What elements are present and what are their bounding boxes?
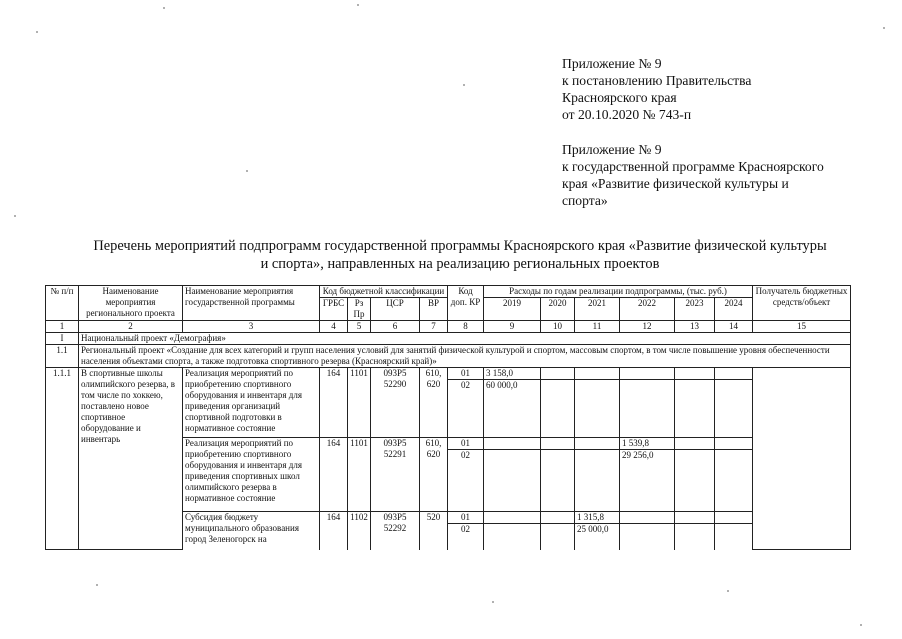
- vr-cell: 610, 620: [420, 368, 448, 438]
- scan-speck: [36, 31, 38, 33]
- value-2020: [541, 438, 575, 450]
- header-year: 2019: [484, 298, 541, 321]
- col-number: 4: [320, 321, 348, 333]
- kod-cell: 02: [448, 450, 484, 512]
- value-2023: [675, 512, 715, 524]
- grbs-cell: 164: [320, 368, 348, 438]
- appendix-decree-note: [562, 55, 751, 123]
- appendix-line: Красноярского края: [562, 90, 677, 105]
- document-title: [60, 237, 860, 273]
- scan-speck: [14, 215, 16, 217]
- value-2020: [541, 380, 575, 438]
- appendix-line: к постановлению Правительства: [562, 73, 752, 88]
- value-2024: [715, 380, 753, 438]
- header-expenses: Расходы по годам реализации подпрограммы, (тыс. руб.): [484, 286, 753, 298]
- value-2023: [675, 368, 715, 380]
- csr-cell: 093Р5 52292: [371, 512, 420, 550]
- grbs-cell: 164: [320, 438, 348, 512]
- appendix-line: от 20.10.2020 № 743-п: [562, 107, 692, 122]
- appendix-line: Приложение № 9: [562, 56, 662, 71]
- value-2023: [675, 450, 715, 512]
- appendix-line: к государственной программе Красноярского: [562, 159, 824, 174]
- value-2019: 60 000,0: [484, 380, 541, 438]
- kod-cell: 02: [448, 524, 484, 550]
- header-regional-project: Наименование мероприятия регионального проекта: [79, 286, 183, 321]
- value-2021: 25 000,0: [575, 524, 620, 550]
- header-year: 2021: [575, 298, 620, 321]
- value-2024: [715, 438, 753, 450]
- scan-speck: [883, 27, 885, 29]
- col-number: 8: [448, 321, 484, 333]
- section-row: [46, 345, 851, 368]
- header-kod-dop: Код доп. КР: [448, 286, 484, 321]
- program-event-name: Реализация мероприятий по приобретению спортивного оборудования и инвентаря для приведения спортивных школ олимпийского резерва в нормативное состояние: [183, 438, 320, 512]
- value-2022: [620, 368, 675, 380]
- col-number: 5: [348, 321, 371, 333]
- kod-cell: 01: [448, 512, 484, 524]
- col-number: 15: [753, 321, 851, 333]
- csr-cell: 093Р5 52290: [371, 368, 420, 438]
- rzpr-cell: 1102: [348, 512, 371, 550]
- value-2019: [484, 512, 541, 524]
- value-2019: [484, 438, 541, 450]
- appendix-line: спорта»: [562, 193, 608, 208]
- header-num: № п/п: [46, 286, 79, 321]
- col-number: 12: [620, 321, 675, 333]
- value-2023: [675, 438, 715, 450]
- col-number: 6: [371, 321, 420, 333]
- value-2024: [715, 450, 753, 512]
- value-2022: [620, 512, 675, 524]
- value-2019: [484, 524, 541, 550]
- header-program-event: Наименование мероприятия государственной программы: [183, 286, 320, 321]
- scan-speck: [96, 584, 98, 586]
- value-2024: [715, 512, 753, 524]
- header-rzpr: Рз Пр: [348, 298, 371, 321]
- value-2022: 29 256,0: [620, 450, 675, 512]
- value-2020: [541, 368, 575, 380]
- regional-event-name: В спортивные школы олимпийского резерва, в том числе по хоккею, поставлено новое спортивное оборудование и инвентарь: [79, 368, 183, 550]
- value-2022: [620, 380, 675, 438]
- rzpr-cell: 1101: [348, 438, 371, 512]
- scan-speck: [463, 84, 465, 86]
- value-2024: [715, 368, 753, 380]
- header-vr: ВР: [420, 298, 448, 321]
- value-2024: [715, 524, 753, 550]
- scan-speck: [357, 4, 359, 6]
- vr-cell: 520: [420, 512, 448, 550]
- col-number: 3: [183, 321, 320, 333]
- value-2019: [484, 450, 541, 512]
- scan-speck: [492, 601, 494, 603]
- value-2021: [575, 380, 620, 438]
- section-title: Национальный проект «Демография»: [79, 333, 851, 345]
- value-2023: [675, 380, 715, 438]
- header-row-1: [46, 286, 851, 298]
- title-line: и спорта», направленных на реализацию региональных проектов: [260, 256, 660, 272]
- col-number: 9: [484, 321, 541, 333]
- header-year: 2023: [675, 298, 715, 321]
- kod-cell: 01: [448, 438, 484, 450]
- section-title: Региональный проект «Создание для всех категорий и групп населения условий для занятий физической культурой и спортом, массовым спортом, в том числе повышение уровня обеспеченности населения объектами спорта, а также подготовка спортивного резерва (Красноярский край)»: [79, 345, 851, 368]
- header-year: 2020: [541, 298, 575, 321]
- kod-cell: 01: [448, 368, 484, 380]
- value-2021: [575, 438, 620, 450]
- kod-cell: 02: [448, 380, 484, 438]
- vr-cell: 610, 620: [420, 438, 448, 512]
- header-recipient: Получатель бюджетных средств/объект: [753, 286, 851, 321]
- col-number: 13: [675, 321, 715, 333]
- appendix-program-note: [562, 141, 824, 209]
- value-2023: [675, 524, 715, 550]
- value-2021: [575, 450, 620, 512]
- program-event-name: Субсидия бюджету муниципального образования город Зеленогорск на: [183, 512, 320, 550]
- header-grbs: ГРБС: [320, 298, 348, 321]
- table-row: [46, 368, 851, 380]
- rzpr-cell: 1101: [348, 368, 371, 438]
- col-number: 2: [79, 321, 183, 333]
- value-2020: [541, 512, 575, 524]
- col-number: 11: [575, 321, 620, 333]
- section-num: 1.1: [46, 345, 79, 368]
- col-number: 1: [46, 321, 79, 333]
- value-2019: 3 158,0: [484, 368, 541, 380]
- events-table: [45, 285, 851, 550]
- value-2021: 1 315,8: [575, 512, 620, 524]
- grbs-cell: 164: [320, 512, 348, 550]
- section-num: I: [46, 333, 79, 345]
- csr-cell: 093Р5 52291: [371, 438, 420, 512]
- header-year: 2024: [715, 298, 753, 321]
- value-2020: [541, 524, 575, 550]
- value-2020: [541, 450, 575, 512]
- recipient-cell: [753, 368, 851, 550]
- value-2021: [575, 368, 620, 380]
- col-number: 7: [420, 321, 448, 333]
- header-csr: ЦСР: [371, 298, 420, 321]
- appendix-line: края «Развитие физической культуры и: [562, 176, 789, 191]
- col-number: 14: [715, 321, 753, 333]
- col-number: 10: [541, 321, 575, 333]
- item-num: 1.1.1: [46, 368, 79, 550]
- program-event-name: Реализация мероприятий по приобретению спортивного оборудования и инвентаря для приведения организаций спортивной подготовки в нормативное состояние: [183, 368, 320, 438]
- value-2022: 1 539,8: [620, 438, 675, 450]
- value-2022: [620, 524, 675, 550]
- title-line: Перечень мероприятий подпрограмм государственной программы Красноярского края «Развитие физической культуры: [93, 238, 827, 254]
- section-row: [46, 333, 851, 345]
- scan-speck: [163, 7, 165, 9]
- column-number-row: [46, 321, 851, 333]
- appendix-line: Приложение № 9: [562, 142, 662, 157]
- scan-speck: [246, 170, 248, 172]
- scan-speck: [860, 624, 862, 626]
- scan-speck: [727, 590, 729, 592]
- header-budget-code: Код бюджетной классификации: [320, 286, 448, 298]
- header-year: 2022: [620, 298, 675, 321]
